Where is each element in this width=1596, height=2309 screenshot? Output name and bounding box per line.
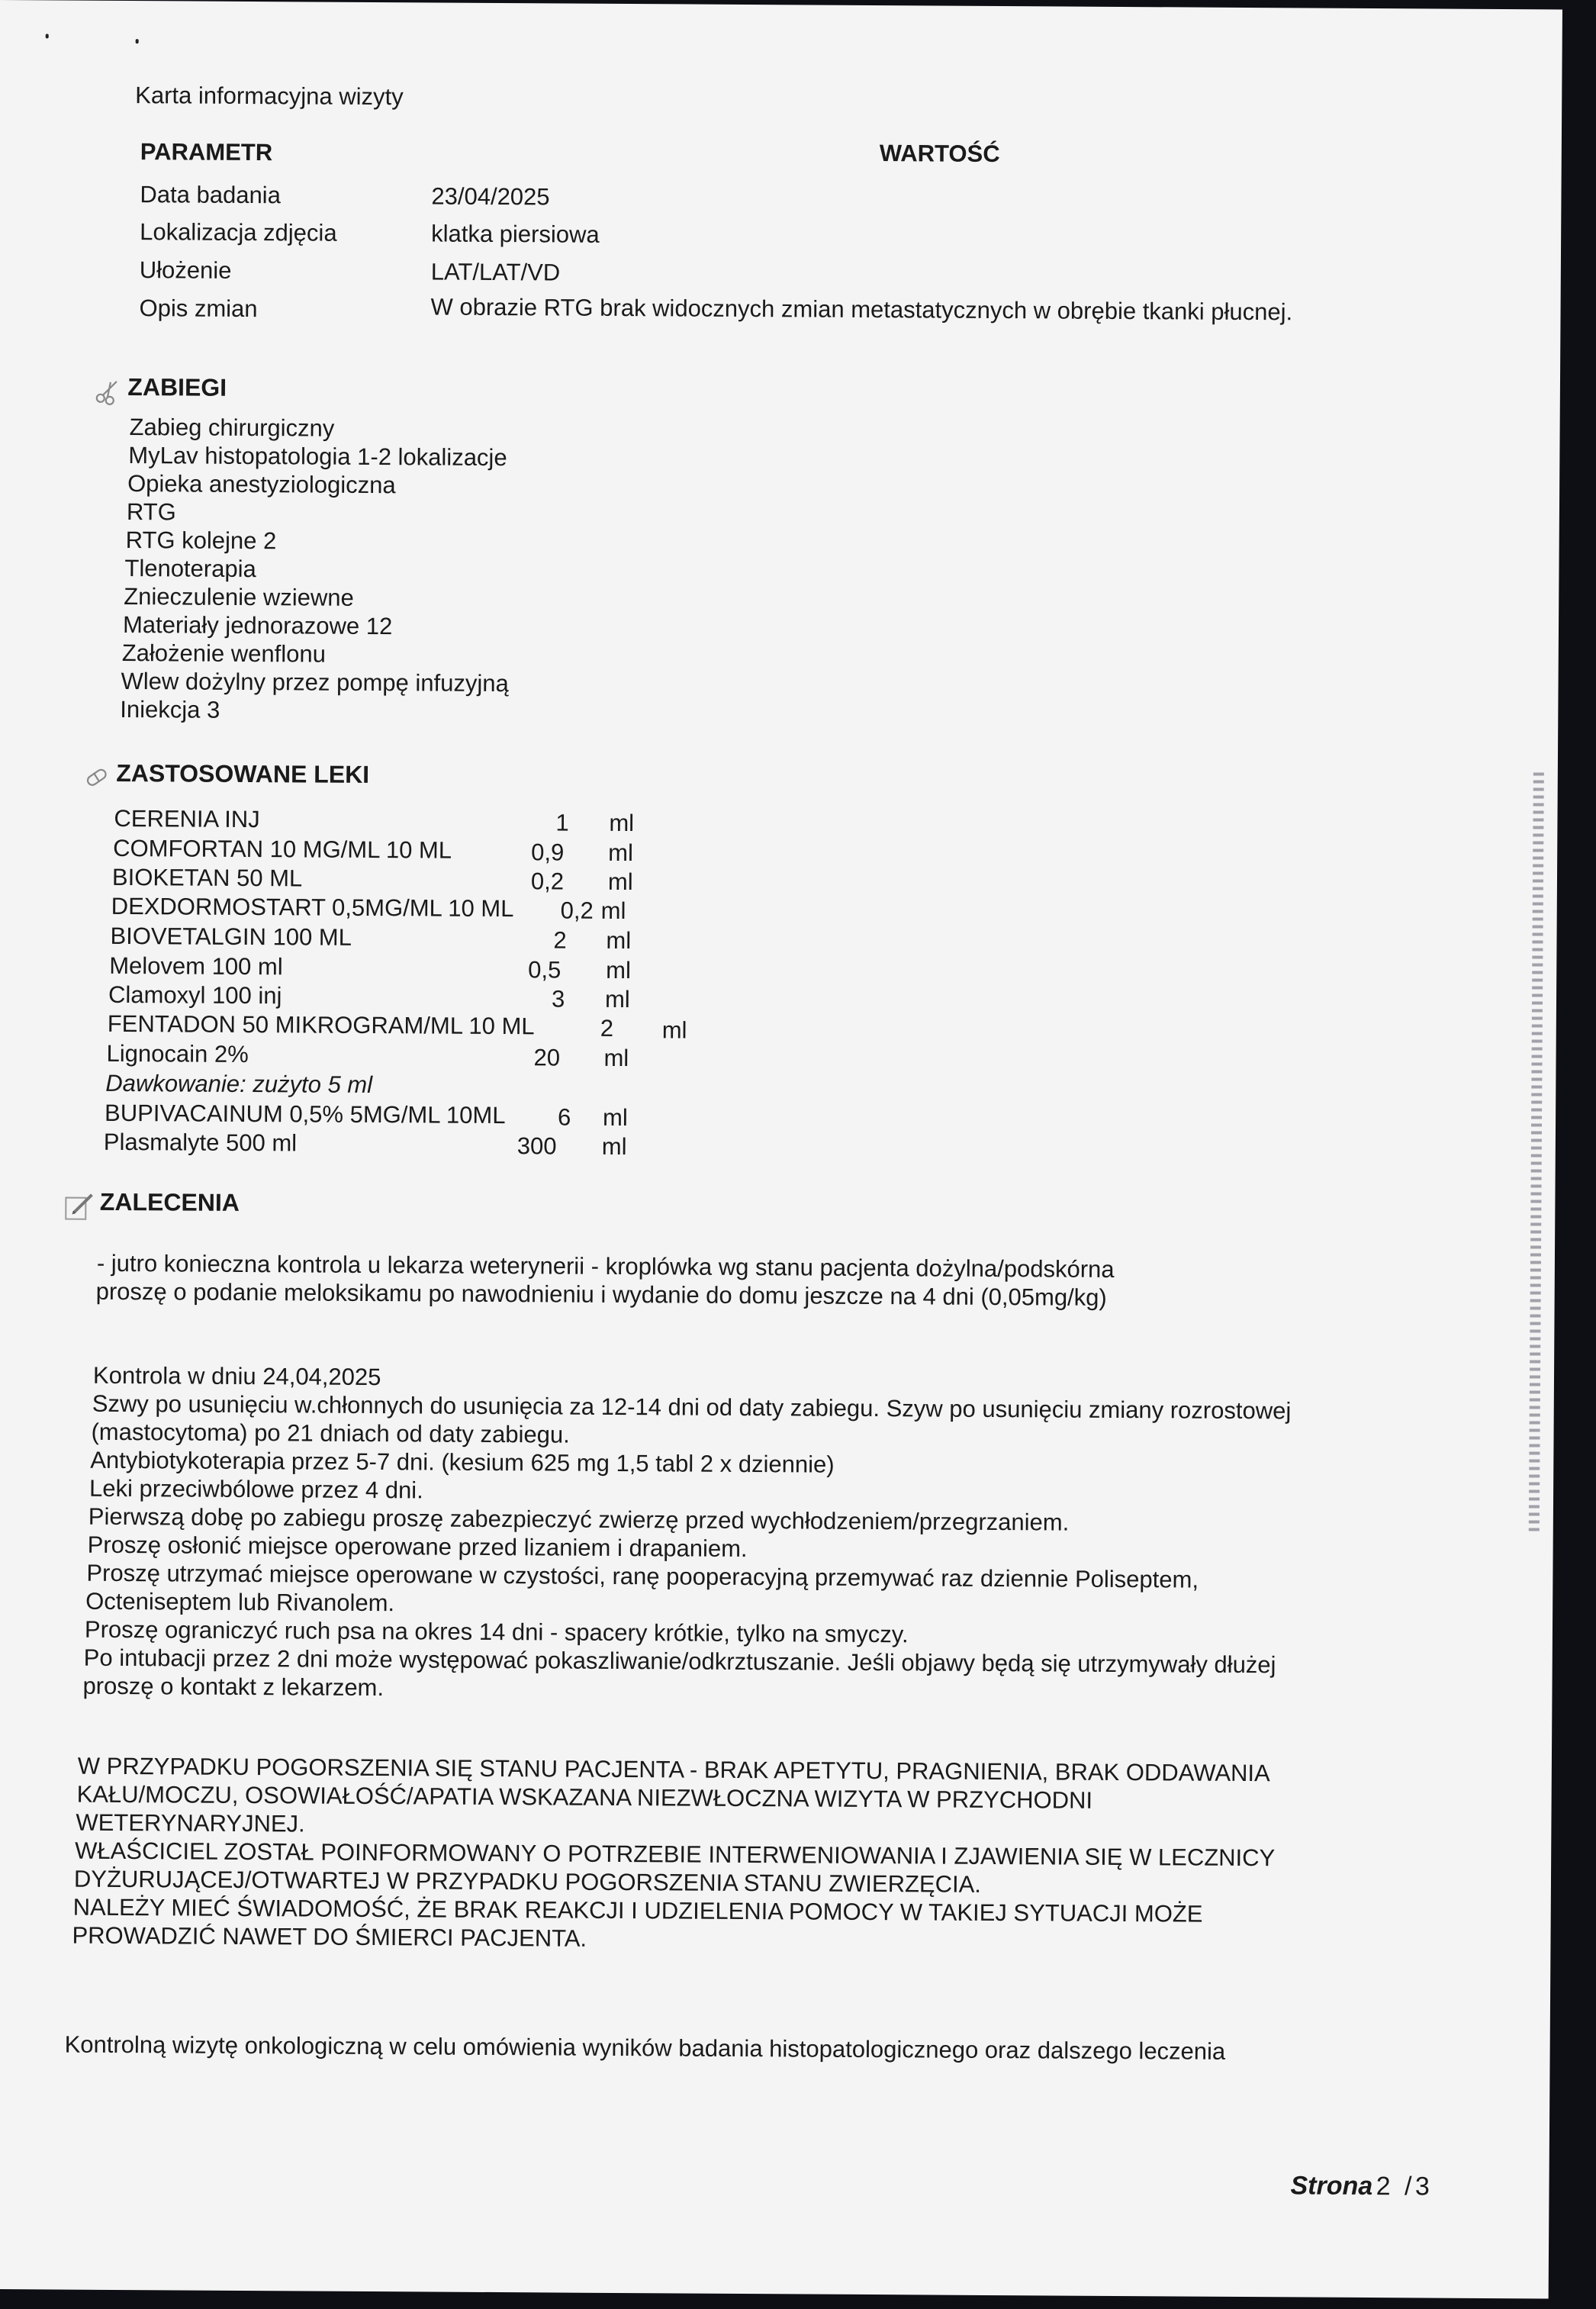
drug-qty: 1 [555,809,569,836]
drug-name: CERENIA INJ [114,804,260,833]
drug-name: Plasmalyte 500 ml [103,1128,298,1157]
drug-unit: ml [606,956,632,984]
scan-speck [46,34,49,38]
procedure-item: RTG kolejne 2 [125,527,277,555]
recommendation-line: Leki przeciwbólowe przez 4 dni. [88,1474,423,1504]
recommendation-line: Po intubacji przez 2 dni może występować pokaszliwanie/odkrztuszanie. Jeśli objawy będą się utrzymywały dłużej [83,1644,1276,1679]
procedures-title: ZABIEGI [127,373,227,401]
drug-qty: 0,2 [530,868,565,895]
drug-name: Lignocain 2% [106,1039,249,1068]
param-label: Ułożenie [139,256,232,284]
recommendation-line: Proszę ograniczyć ruch psa na okres 14 dni - spacery krótkie, tylko na smyczy. [84,1615,909,1648]
recommendation-line: Kontrola w dniu 24,04,2025 [92,1361,381,1391]
drugs-heading [82,759,370,793]
drug-name: BUPIVACAINUM 0,5% 5MG/ML 10ML [104,1099,506,1129]
page-current: 2 [1376,2172,1391,2201]
recommendation-intro-line: proszę o podanie meloksikamu po nawodnieniu i wydanie do domu jeszcze na 4 dni (0,05mg/kg) [95,1277,1107,1311]
drug-qty: 20 [533,1044,561,1071]
page-footer [1290,2171,1430,2201]
drug-name: Clamoxyl 100 inj [108,981,282,1010]
value-header: WARTOŚĆ [879,140,1000,168]
drug-unit: ml [661,1016,687,1044]
drug-unit: ml [602,1103,628,1132]
drug-qty: 2 [553,926,567,954]
recommendations-title: ZALECENIA [99,1187,240,1216]
procedure-item: Założenie wenflonu [121,639,327,668]
recommendation-line: (mastocytoma) po 21 dniach od daty zabiegu. [91,1418,570,1448]
warning-line: WŁAŚCICIEL ZOSTAŁ POINFORMOWANY O POTRZEBIE INTERWENIOWANIA I ZJAWIENIA SIĘ W LECZNICY [75,1837,1276,1872]
pencil-icon [63,1190,96,1223]
drug-unit: ml [608,839,634,867]
warning-line: PROWADZIĆ NAWET DO ŚMIERCI PACJENTA. [72,1921,587,1952]
param-label: Lokalizacja zdjęcia [140,218,337,246]
drugs-title: ZASTOSOWANE LEKI [116,758,370,788]
procedures-heading [94,373,227,407]
recommendation-line: Antybiotykoterapia przez 5-7 dni. (kesium 625 mg 1,5 tabl 2 x dziennie) [90,1446,835,1478]
drug-unit: ml [603,1044,629,1072]
page-total: 3 [1414,2172,1430,2201]
drug-qty: 0,5 [528,956,561,984]
warning-line: NALEŻY MIEĆ ŚWIADOMOŚĆ, ŻE BRAK REAKCJI I UDZIELENIA POMOCY W TAKIEJ SYTUACJI MOŻE [72,1893,1203,1927]
drug-unit: ml [607,868,633,896]
param-value: 23/04/2025 [431,182,550,211]
pill-icon [82,765,113,791]
drug-name: BIOKETAN 50 ML [111,863,303,892]
param-value: W obrazie RTG brak widocznych zmian metastatycznych w obrębie tkanki płucnej. [430,293,1293,326]
recommendation-line: Pierwszą dobę po zabiegu proszę zabezpieczyć zwierzę przed wychłodzeniem/przegrzaniem. [88,1502,1070,1536]
warning-line: DYŻURUJĄCEJ/OTWARTEJ W PRZYPADKU POGORSZENIA STANU ZWIERZĘCIA. [73,1865,982,1898]
drug-name: Melovem 100 ml [109,952,283,981]
procedure-item: Zabieg chirurgiczny [129,414,335,442]
drug-name: BIOVETALGIN 100 ML [110,922,352,951]
warning-line: WETERYNARYJNEJ. [76,1808,305,1837]
param-label: Data badania [140,181,281,209]
drug-name: COMFORTAN 10 MG/ML 10 ML [113,834,452,864]
procedure-item: MyLav histopatologia 1-2 lokalizacje [128,442,507,472]
drug-qty: 3 [551,985,565,1013]
param-header: PARAMETR [140,138,273,166]
drug-unit: ml [609,809,635,837]
warning-line: W PRZYPADKU POGORSZENIA SIĘ STANU PACJENTA - BRAK APETYTU, PRAGNIENIA, BRAK ODDAWANIA [77,1752,1270,1787]
recommendation-line: Proszę osłonić miejsce operowane przed lizaniem i drapaniem. [87,1531,748,1563]
procedure-item: Iniekcja 3 [120,695,220,723]
drug-name: DEXDORMOSTART 0,5MG/ML 10 ML [111,892,514,923]
recommendation-line: Octeniseptem lub Rivanolem. [85,1587,395,1617]
page-label: Strona [1290,2171,1373,2201]
param-value: LAT/LAT/VD [430,258,561,286]
procedure-item: Wlew dożylny przez pompę infuzyjną [121,667,509,697]
recommendation-line: proszę o kontakt z lekarzem. [82,1672,385,1702]
recommendation-line: Proszę utrzymać miejsce operowane w czystości, ranę pooperacyjną przemywać raz dziennie Poliseptem, [86,1559,1199,1593]
drug-qty: 6 [557,1103,571,1131]
scissors-icon [94,378,124,407]
page-separator: / [1404,2172,1412,2201]
param-label: Opis zmian [139,295,258,323]
drug-unit: ml [604,985,630,1013]
procedure-item: Tlenoterapia [124,555,256,583]
scan-edge-artifact [1529,772,1544,1535]
drug-qty: 2 [600,1014,614,1042]
closing-line: Kontrolną wizytę onkologiczną w celu omówienia wyników badania histopatologicznego oraz dalszego leczenia [64,2030,1226,2065]
recommendations-heading [63,1188,240,1225]
scan-speck [136,39,139,43]
document-title: Karta informacyjna wizyty [135,82,404,111]
recommendation-line: Szwy po usunięciu w.chłonnych do usunięcia za 12-14 dni od daty zabiegu. Szyw po usunięciu zmiany rozrostowej [92,1390,1292,1425]
drug-qty: 300 [516,1132,557,1160]
param-value: klatka piersiowa [431,220,600,248]
drug-qty: 0,9 [531,839,565,866]
drug-name: FENTADON 50 MIKROGRAM/ML 10 ML [107,1010,535,1040]
procedure-item: Opieka anestyziologiczna [127,470,396,499]
drug-unit: ml [601,1132,627,1161]
drug-qty: 0,2 [560,897,594,924]
procedure-item: Znieczulenie wziewne [124,583,354,611]
drug-unit: ml [600,897,626,925]
recommendation-intro-line: - jutro konieczna kontrola u lekarza weterynerii - kroplówka wg stanu pacjenta dożylna/podskórna [96,1249,1115,1283]
procedure-item: Materiały jednorazowe 12 [122,610,393,640]
warning-line: KAŁU/MOCZU, OSOWIAŁOŚĆ/APATIA WSKAZANA NIEZWŁOCZNA WIZYTA W PRZYCHODNI [76,1780,1093,1814]
procedure-item: RTG [126,498,176,526]
dosage-note: Dawkowanie: zużyto 5 ml [105,1069,373,1099]
drug-unit: ml [606,926,632,955]
